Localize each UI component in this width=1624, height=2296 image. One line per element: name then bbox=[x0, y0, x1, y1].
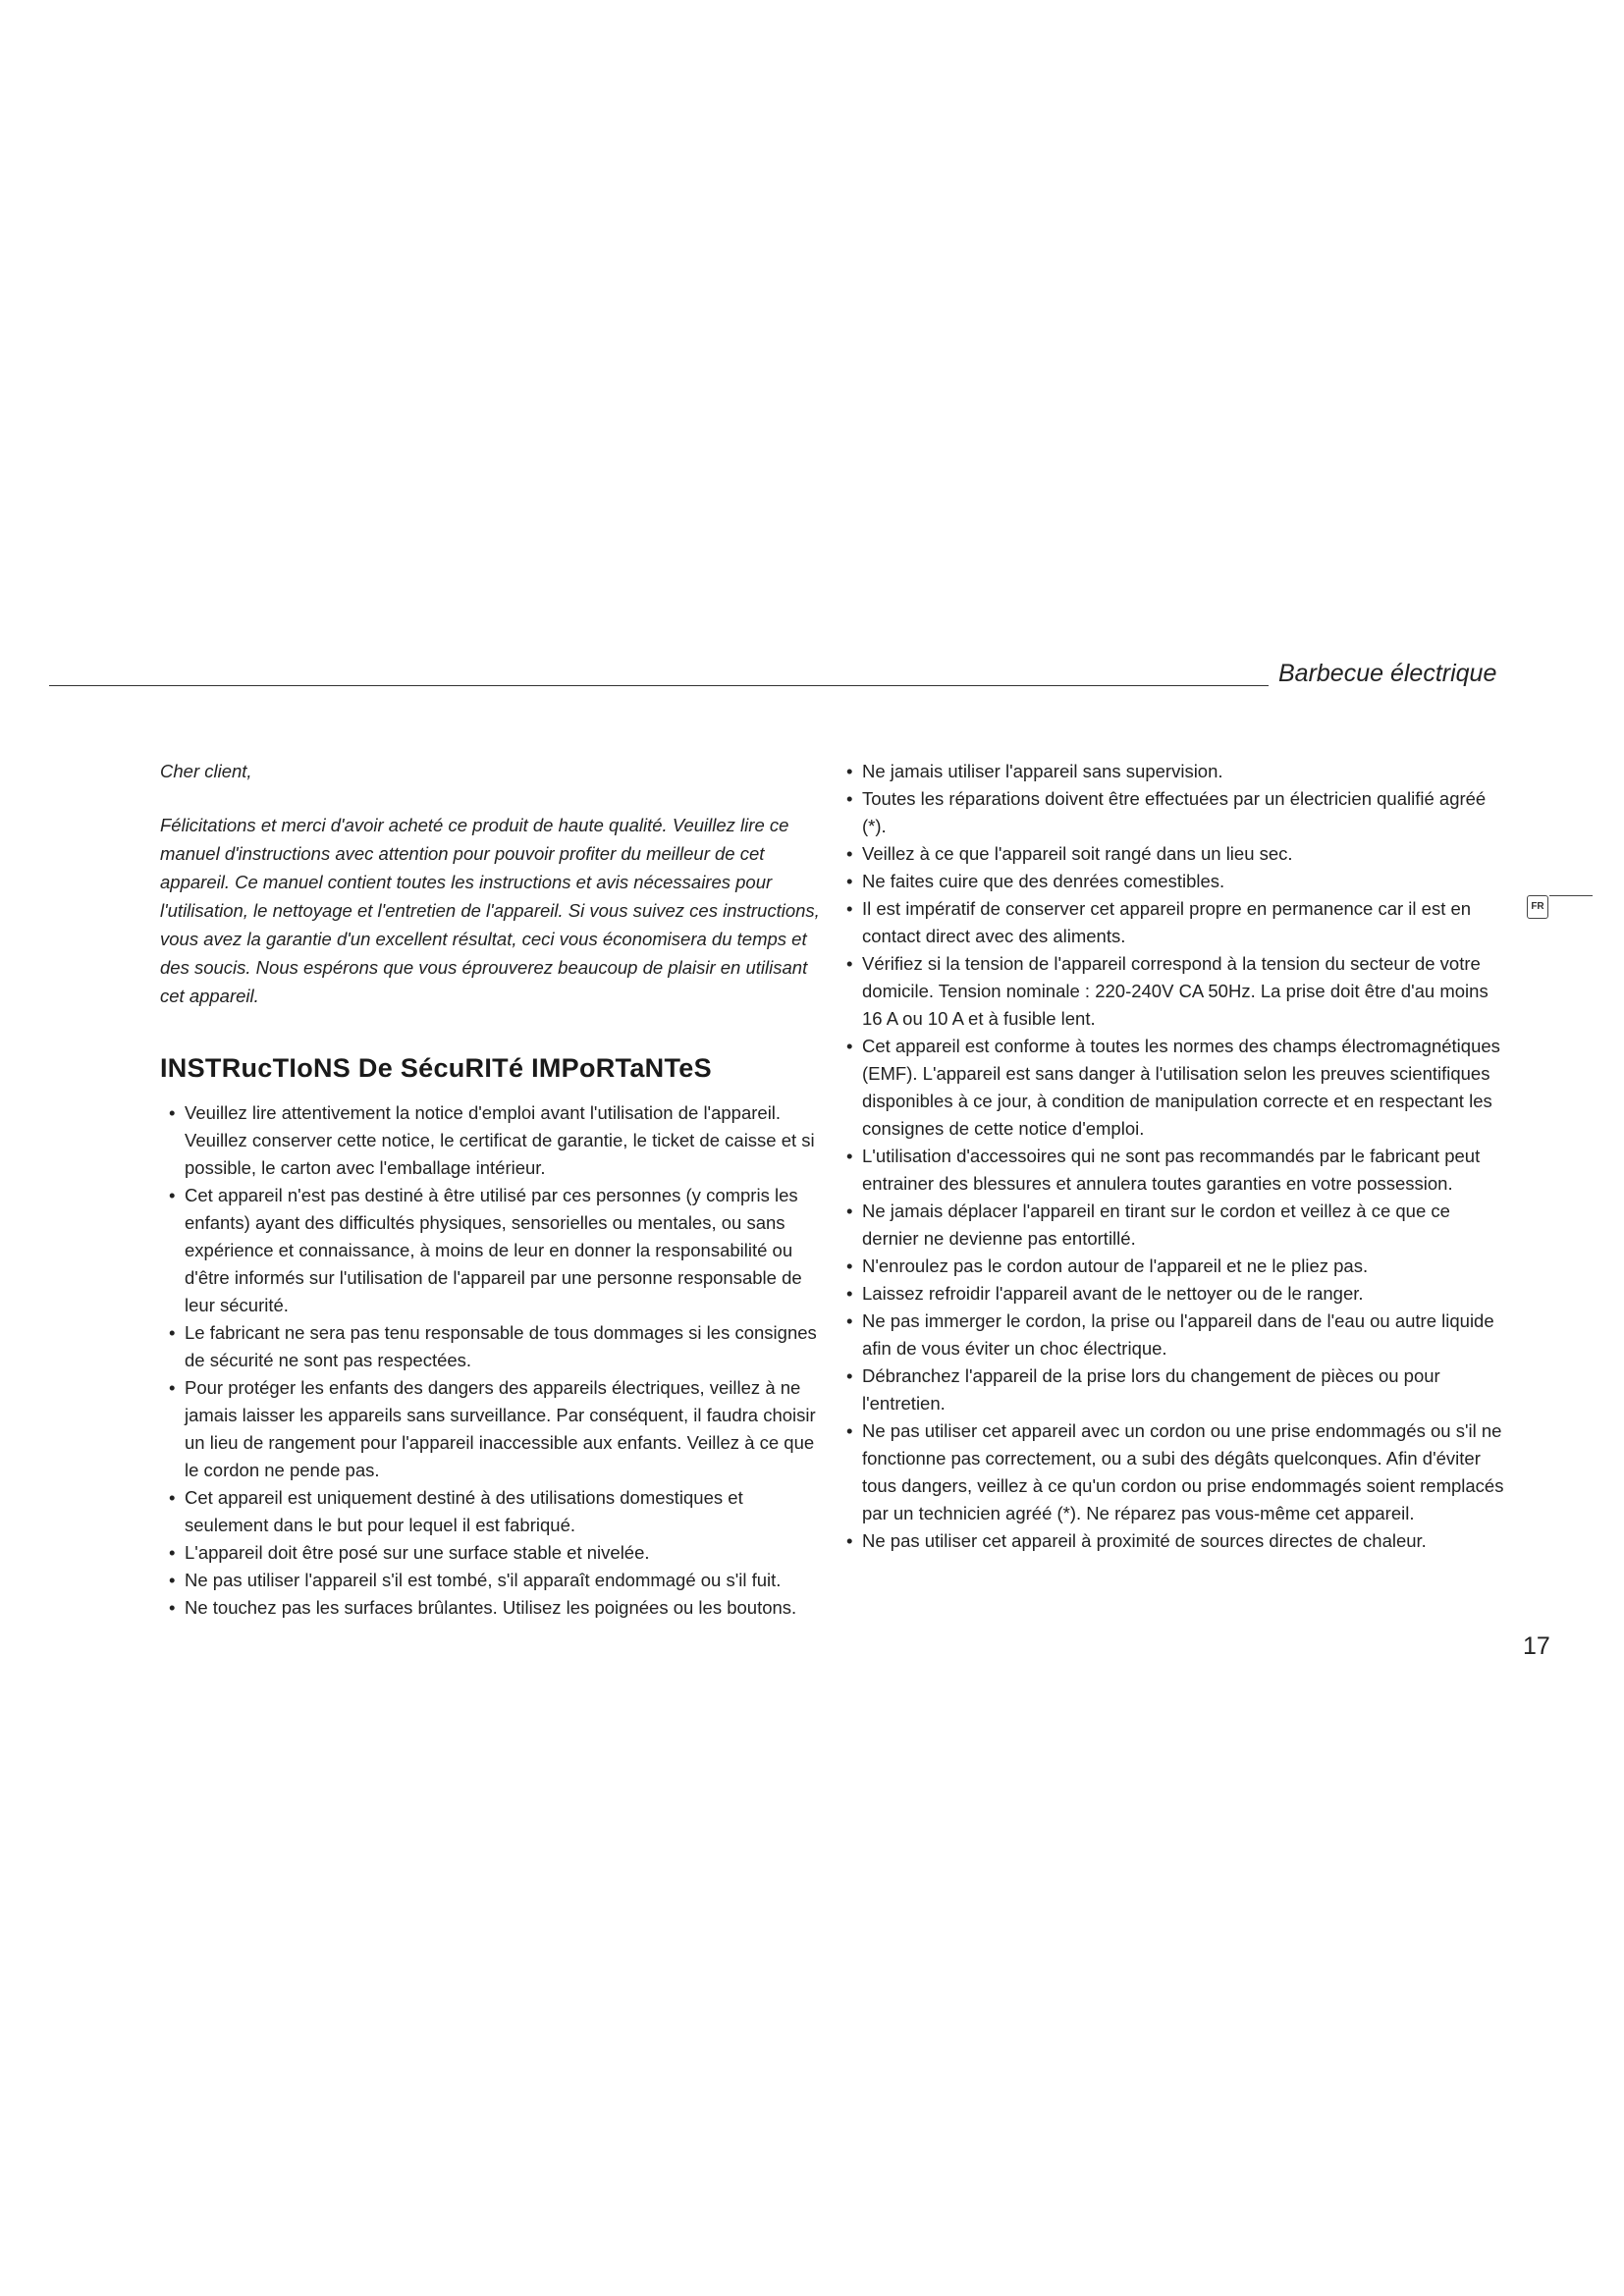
list-item: • Ne pas utiliser cet appareil à proximité de sources directes de chaleur. bbox=[846, 1530, 1427, 1551]
safety-list-right bbox=[842, 758, 1510, 1555]
list-item: • Cet appareil est uniquement destiné à des utilisations domestiques et seulement dans le but pour lequel il est fabriqué. bbox=[169, 1487, 743, 1535]
intro-paragraph: Félicitations et merci d'avoir acheté ce produit de haute qualité. Veuillez lire ce manuel d'instructions avec attention pour pouvoir profiter du meilleur de cet appareil. Ce manuel contient toutes les instructions et avis nécessaires pour l'utilisation, le nettoyage et l'entretien de l'appareil. Si vous suivez ces instructions, vous avez la garantie d'un excellent résultat, ceci vous économisera du temps et des soucis. Nous espérons que vous éprouverez beaucoup de plaisir en utilisant cet appareil. bbox=[160, 815, 820, 1006]
list-item: • Ne jamais utiliser l'appareil sans supervision. bbox=[846, 761, 1223, 781]
header-title: Barbecue électrique bbox=[1278, 660, 1497, 687]
list-item: • L'utilisation d'accessoires qui ne sont pas recommandés par le fabricant peut entrainer des blessures et annulera toutes garanties en votre possession. bbox=[846, 1146, 1481, 1194]
page-number: 17 bbox=[1523, 1632, 1550, 1660]
list-item: • Ne pas immerger le cordon, la prise ou l'appareil dans de l'eau ou autre liquide afin de vous éviter un choc électrique. bbox=[846, 1310, 1494, 1359]
list-item: • Le fabricant ne sera pas tenu responsable de tous dommages si les consignes de sécurité ne sont pas respectées. bbox=[169, 1322, 817, 1370]
list-item: • Veillez à ce que l'appareil soit rangé dans un lieu sec. bbox=[846, 843, 1293, 864]
header-rule bbox=[49, 685, 1269, 686]
right-column bbox=[842, 758, 1510, 1555]
safety-list-left bbox=[165, 1099, 828, 1622]
safety-heading: INSTRucTIoNS De SécuRITé IMPoRTaNTeS bbox=[160, 1053, 712, 1083]
language-tab: FR bbox=[1527, 895, 1548, 919]
list-item: • Pour protéger les enfants des dangers des appareils électriques, veillez à ne jamais laisser les appareils sans surveillance. Par conséquent, il faudra choisir un lieu de rangement pour l'appareil inaccessible aux enfants. Veillez à ce que le cordon ne pende pas. bbox=[169, 1377, 816, 1480]
list-item: • Vérifiez si la tension de l'appareil correspond à la tension du secteur de votre domicile. Tension nominale : 220-240V CA 50Hz. La prise doit être d'au moins 16 A ou 10 A et à fusible lent. bbox=[846, 953, 1489, 1029]
salutation: Cher client, bbox=[160, 761, 252, 781]
list-item: • Ne faites cuire que des denrées comestibles. bbox=[846, 871, 1225, 891]
list-item: • Laissez refroidir l'appareil avant de le nettoyer ou de le ranger. bbox=[846, 1283, 1364, 1304]
list-item: • Il est impératif de conserver cet appareil propre en permanence car il est en contact direct avec des aliments. bbox=[846, 898, 1472, 946]
list-item: • Ne touchez pas les surfaces brûlantes. Utilisez les poignées ou les boutons. bbox=[169, 1597, 797, 1618]
language-tab-rule bbox=[1549, 895, 1593, 896]
list-item: • Ne jamais déplacer l'appareil en tirant sur le cordon et veillez à ce que ce dernier ne devienne pas entortillé. bbox=[846, 1201, 1450, 1249]
list-item: • N'enroulez pas le cordon autour de l'appareil et ne le pliez pas. bbox=[846, 1255, 1369, 1276]
list-item: • Débranchez l'appareil de la prise lors du changement de pièces ou pour l'entretien. bbox=[846, 1365, 1440, 1414]
list-item: • Ne pas utiliser l'appareil s'il est tombé, s'il apparaît endommagé ou s'il fuit. bbox=[169, 1570, 782, 1590]
list-item: • Toutes les réparations doivent être effectuées par un électricien qualifié agréé (*). bbox=[846, 788, 1487, 836]
left-column bbox=[160, 758, 828, 1622]
list-item: • Cet appareil n'est pas destiné à être utilisé par ces personnes (y compris les enfants) ayant des difficultés physiques, sensorielles ou mentales, ou sans expérience et connaissance, à moins de leur en donner la responsabilité ou d'être informés sur l'utilisation de l'appareil par une personne responsable de leur sécurité. bbox=[169, 1185, 802, 1315]
list-item: • Ne pas utiliser cet appareil avec un cordon ou une prise endommagés ou s'il ne fonctionne pas correctement, ou a subi des dégâts quelconques. Afin d'éviter tous dangers, veillez à ce qu'un cordon ou prise endommagés soient remplacés par un technicien agréé (*). Ne réparez pas vous-même cet appareil. bbox=[846, 1420, 1504, 1523]
list-item: • L'appareil doit être posé sur une surface stable et nivelée. bbox=[169, 1542, 650, 1563]
list-item: • Veuillez lire attentivement la notice d'emploi avant l'utilisation de l'appareil. Veuillez conserver cette notice, le certificat de garantie, le ticket de caisse et si possible, le carton avec l'emballage intérieur. bbox=[169, 1102, 815, 1178]
list-item: • Cet appareil est conforme à toutes les normes des champs électromagnétiques (EMF). L'appareil est sans danger à l'utilisation selon les preuves scientifiques disponibles à ce jour, à condition de manipulation correcte et en respectant les consignes de cette notice d'emploi. bbox=[846, 1036, 1500, 1139]
